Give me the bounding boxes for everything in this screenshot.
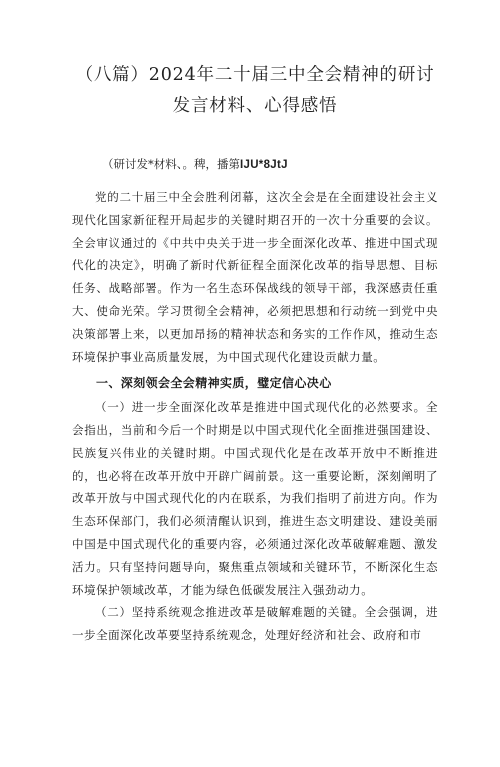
section-heading-1: 一、深刻领会全会精神实质，璧定信心决心: [96, 376, 332, 391]
title-line-1: （八篇）2024年二十届三中全会精神的研讨: [75, 65, 435, 85]
document-title: [72, 60, 438, 122]
document-body: [72, 186, 438, 647]
subinfo-text: （研讨发*材料、。稗，播第: [102, 157, 240, 171]
paragraph-intro: 党的二十届三中全会胜利闭幕，这次全会是在全面建设社会主义现代化国家新征程开局起步的关键时期召开的一次十分重要的会议。全会审议通过的《中共中央关于进一步全面深化改革、推进中国式现代化的决定》，明确了新时代新征程全面深化改革的指导思想、目标任务、战略部署。作为一名生态环保战线的领导干部，我深感责任重大、使命光荣。学习贯彻全会精神，必须把思想和行动统一到党中央决策部署上来，以更加昂扬的精神状态和务实的工作作风，推动生态环境保护事业高质量发展，为中国式现代化建设贡献力量。: [72, 190, 438, 364]
paragraph-section1-item1: （一）进一步全面深化改革是推进中国式现代化的必然要求。全会指出，当前和今后一个时期是以中国式现代化全面推进强国建设、民族复兴伟业的关键时期。中国式现代化是在改革开放中不断推进的，也必将在改革开放中开辟广阔前景。这一重要论断，深刻阐明了改革开放与中国式现代化的内在联系，为我们指明了前进方向。作为生态环保部门，我们必须清醒认识到，推进生态文明建设、建设美丽中国是中国式现代化的重要内容，必须通过深化改革破解难题、激发活力。只有坚持问题导向，聚焦重点领域和关键环节，不断深化生态环境保护领域改革，才能为绿色低碳发展注入强劲动力。: [72, 400, 438, 597]
paragraph-section1-item2: （二）坚持系统观念推进改革是破解难题的关键。全会强调，进一步全面深化改革要坚持系统观念，处理好经济和社会、政府和市: [72, 605, 438, 643]
document-page: [0, 60, 500, 767]
title-line-2: 发言材料、心得感悟: [172, 96, 338, 116]
subinfo-tag: IJU*8JtJ: [240, 159, 288, 171]
document-subinfo: [72, 155, 438, 174]
